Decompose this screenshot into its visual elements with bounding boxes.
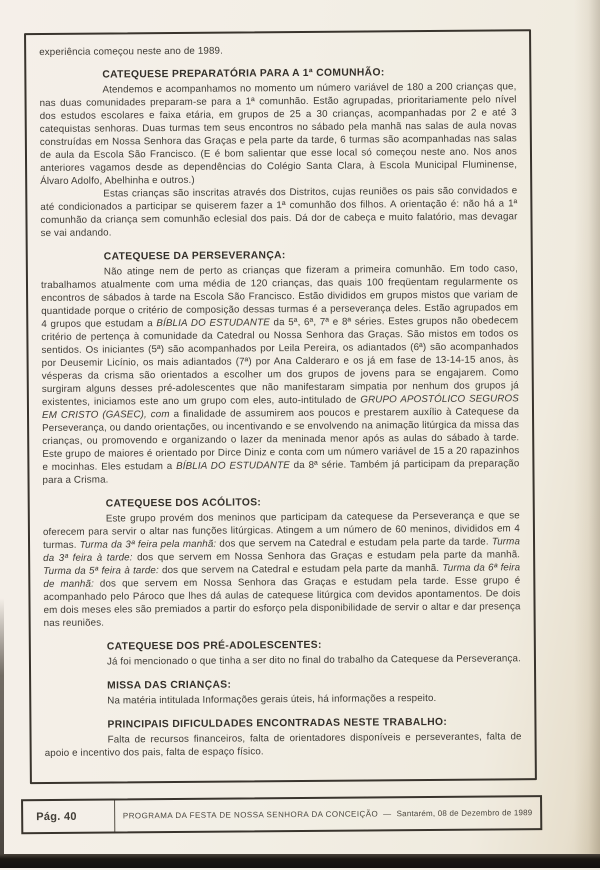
italic-text-run: BÍBLIA DO ESTUDANTE	[156, 317, 270, 330]
document-section	[39, 65, 517, 240]
text-run: Este grupo provém dos meninos que participam da catequese da Perseverança e que se oferecem para servir o altar nas funções litúrgicas. Atingem a um número de 60 meninos, divididos em 4 turmas.	[42, 510, 520, 552]
text-run: dos que servem na Catedral e estudam pela parte da manhã.	[158, 562, 443, 577]
text-run: a finalidade de assumirem aos poucos e prestarem auxílio à Catequese da Perseverança, ou dando orientações, ou incentivando e se envolvendo na animação litúrgica da missa das crianças, ou promovendo e organizando o lazer da meninada menor após as aulas do sábado à tarde. Este grupo de maiores é orientado por Dirce Diniz e conta com um número variável de 15 a 20 rapazinhos e mocinhas. Eles estudam a	[42, 406, 520, 474]
text-run: dos que servem em Nossa Senhora das Graças e estudam pela tarde. Esse grupo é acompanhado pelo Pároco que lhes dá aulas de catequese litúrgica com devidos apontamentos. De dois em dois meses eles são premiados a partir do esforço pela disponibilidade de servir o altar e dar presença nas reuniões.	[43, 575, 521, 630]
paragraph	[45, 730, 522, 760]
text-run: Estas crianças são inscritas através dos Distritos, cujas reuniões os pais são convidados e até condicionados a participar se quiserem fazer a 1ª comunhão dos filhos. A orientação é: não há a 1ª comunhão da criança sem comunhão eclesial dos pais. Dá dor de cabeça e muito falatório, mas devagar se vai andando.	[40, 185, 518, 240]
content-frame	[24, 29, 537, 784]
section-heading: CATEQUESE DOS ACÓLITOS:	[105, 497, 262, 510]
footer-separator: —	[383, 809, 392, 819]
intro-line: experiência começou neste ano de 1989.	[39, 45, 223, 59]
paragraph	[44, 652, 521, 669]
text-run: Não atinge nem de perto as crianças que fizeram a primeira comunhão. Em todo caso, trabalhamos atualmente com uma média de 120 crianças, das quais 100 freqüentam regularmente os encontros de sábados à tarde na Escola São Francisco. Estão divididos em grupos mistos que variam de quantidade porque o critério de composição dessas turmas é a perseverança deles. Estão agrupados em 4 grupos que estudam a	[40, 263, 519, 331]
text-run: dos que servem na Catedral e estudam pela parte da tarde.	[216, 536, 492, 550]
italic-text-run: Turma da 6ª feira de manhã:	[43, 562, 521, 591]
text-run: Já foi mencionado o que tinha a ser dito no final do trabalho da Catequese da Perseverança.	[106, 653, 521, 668]
document-section	[41, 247, 520, 487]
text-run: dos que servem em Nossa Senhora das Graças e estudam pela parte da manhã.	[132, 549, 521, 564]
italic-text-run: Turma da 3ª feira pela manhã:	[79, 538, 217, 551]
document-section	[44, 676, 521, 708]
paragraph	[44, 691, 521, 708]
footer-date: Santarém, 08 de Dezembro de 1989	[396, 808, 533, 819]
italic-text-run: BÍBLIA DO ESTUDANTE	[176, 460, 290, 472]
italic-text-run: Turma da 5ª feira à tarde:	[43, 565, 159, 578]
document-section	[43, 494, 521, 630]
paragraph	[43, 509, 521, 630]
text-run: Na matéria intitulada Informações gerais úteis, há informações a respeito.	[107, 692, 437, 707]
paragraph	[41, 262, 520, 487]
italic-text-run: Turma da 3ª feira à tarde:	[43, 536, 521, 565]
document-section	[44, 715, 521, 760]
footer-bar	[21, 795, 542, 834]
section-heading: CATEQUESE PREPARATÓRIA PARA A 1ª COMUNHÃO:	[102, 67, 385, 81]
section-heading: MISSA DAS CRIANÇAS:	[107, 679, 232, 692]
text-run: Atendemos e acompanhamos no momento um número variável de 180 a 200 crianças que, nas duas comunidades preparam-se para a 1ª comunhão. Estão agrupadas, prioritariamente pelo nível dos estudos escolares e faixa etária, em grupos de 25 a 30 crianças, acompanhadas por 2 e até 3 catequistas senhoras. Duas turmas tem seus encontros no sábado pela manhã nas salas de aula novas construídas em Nossa Senhora das Graças e pela parte da tarde, 6 turmas são acompanhadas nas salas de aula da Escola São Francisco. (E é bom salientar que esse local só começou neste ano. Nos anos anteriores vagamos desde as dependências do Colégio Santa Clara, à Escola Municipal Fluminense, Álvaro Adolfo, Abelhinha e outros.)	[39, 81, 518, 188]
text-run: Falta de recursos financeiros, falta de orientadores disponíveis e perseverantes, falta de apoio e incentivo dos pais, falta de espaço físico.	[44, 731, 522, 760]
text-run: da 5ª, 6ª, 7ª e 8ª séries. Estes grupos não obedecem critério de pertença à comunidade da Catedral ou Nossa Senhora das Graças. São mistos em todos os sentidos. Os iniciantes (5ª) são acompanhados por Leila Pereira, os adiantados (6ª) são acompanhados por Deusemir Licínio, os mais adiantados (7ª) por Ana Calderaro e os já em fase de 13-14-15 anos, às vésperas da crisma são orientados a escolher um dos grupos de jovens para se engajarem. Como surgiram alguns desses pré-adolescentes que não manifestaram simpatia por nenhum dos grupos já existentes, iniciamos este ano um grupo com eles, auto-intitulado de	[41, 315, 519, 409]
document-section	[44, 637, 521, 669]
page-binding-shadow	[0, 598, 4, 856]
text-run: da 8ª série. Também já participam da preparação para a Crisma.	[42, 458, 520, 487]
italic-text-run: GRUPO APOSTÓLICO SEGUROS EM CRISTO (GASEC), com	[41, 393, 519, 422]
footer-program-title: PROGRAMA DA FESTA DE NOSSA SENHORA DA CONCEIÇÃO	[122, 809, 379, 821]
page-edge-shading	[574, 0, 600, 856]
paragraph	[40, 184, 517, 240]
section-heading: PRINCIPAIS DIFICULDADES ENCONTRADAS NESTE TRABALHO:	[107, 716, 448, 731]
document-body	[39, 65, 521, 760]
paragraph	[39, 80, 517, 188]
section-heading: CATEQUESE DA PERSEVERANÇA:	[103, 250, 286, 263]
page-number: Pág. 40	[23, 800, 115, 832]
footer-title	[115, 797, 540, 831]
scanner-bed-strip	[0, 854, 600, 868]
section-heading: CATEQUESE DOS PRÉ-ADOLESCENTES:	[106, 639, 322, 653]
